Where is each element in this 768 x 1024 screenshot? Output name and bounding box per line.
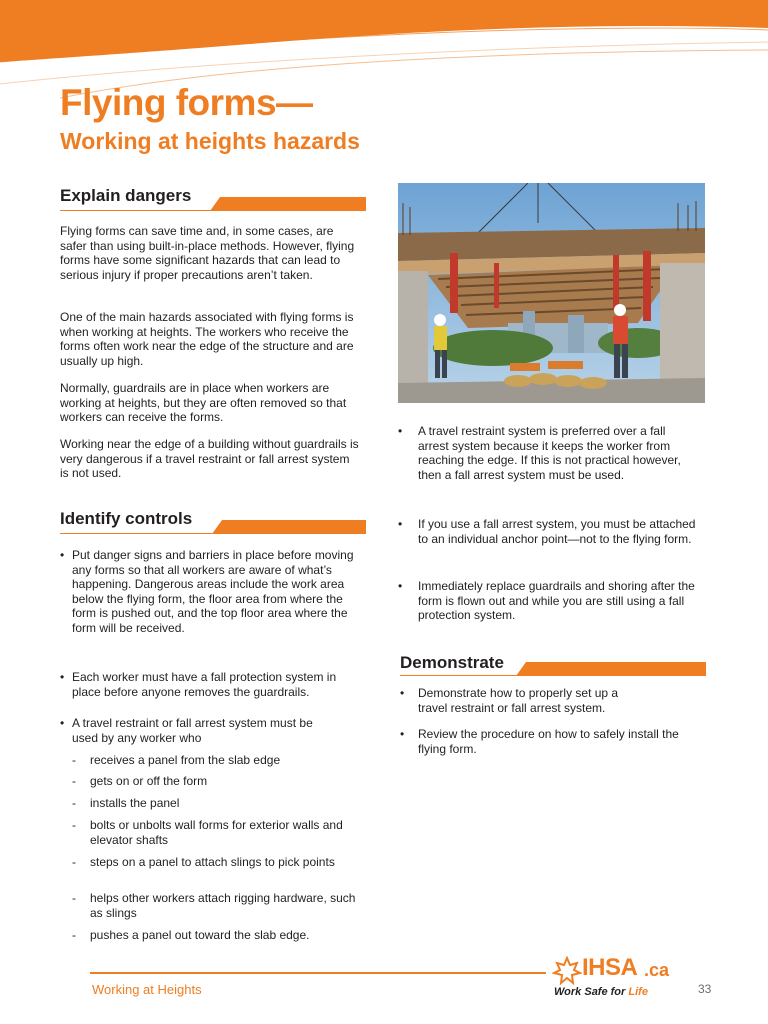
page-title: Flying forms—: [60, 82, 313, 123]
controls-subitem-text: steps on a panel to attach slings to pick points: [90, 855, 335, 869]
controls-bullet-text: Each worker must have a fall protection system in place before anyone removes the guardrails.: [72, 670, 337, 699]
explain-paragraph: Working near the edge of a building without guardrails is very dangerous if a travel restraint or fall arrest system is not used.: [60, 437, 359, 480]
controls-subitem-text: receives a panel from the slab edge: [90, 753, 281, 767]
bullet-mark: •: [60, 548, 65, 562]
dash-mark: -: [72, 855, 76, 869]
logo-suffix: .ca: [644, 960, 670, 980]
controls-subitem-text: pushes a panel out toward the slab edge.: [90, 928, 310, 942]
controls-bullet-text: A travel restraint or fall arrest system must be used by any worker who: [72, 716, 313, 745]
explain-paragraph: Normally, guardrails are in place when workers are working at heights, but they are often removed so that workers can receive the forms.: [60, 381, 347, 424]
bullet-mark: •: [60, 670, 65, 684]
controls-subitem: [72, 774, 362, 789]
right-bullet-text: Immediately replace guardrails and shoring after the form is flown out and while you are still using a fall protection system.: [418, 579, 695, 622]
dash-mark: -: [72, 796, 76, 810]
controls-subitem: [72, 855, 362, 870]
bullet-mark: •: [60, 716, 65, 730]
identify-controls-heading-block: [60, 509, 366, 535]
controls-bullet: [60, 548, 360, 635]
demonstrate-bullet-text: Review the procedure on how to safely install the flying form.: [418, 727, 679, 756]
footer-section-title: Working at Heights: [92, 982, 202, 997]
controls-bullet: [60, 716, 360, 745]
heading-rule: [60, 210, 366, 211]
bullet-mark: •: [398, 579, 403, 593]
right-bullet: [398, 424, 698, 482]
demonstrate-bullet: [400, 727, 700, 756]
bullet-mark: •: [400, 727, 405, 741]
footer-rule: [90, 972, 546, 974]
controls-subitem: [72, 796, 362, 811]
flying-form-photo: [398, 183, 705, 403]
controls-bullet-text: Put danger signs and barriers in place before moving any forms so that all workers are aware of what’s happening. Dangerous areas include the work area below the flying form, the floor area from where the form is pushed out, and the top floor area where the form will be received.: [72, 548, 354, 635]
heading-accent-bar: [516, 662, 706, 676]
identify-controls-heading: Identify controls: [60, 509, 193, 528]
demonstrate-heading-block: [400, 653, 706, 679]
controls-subitem: [72, 753, 362, 768]
controls-subitem-text: installs the panel: [90, 796, 180, 810]
dash-mark: -: [72, 891, 76, 905]
heading-accent-bar: [210, 197, 366, 211]
right-bullet: [398, 579, 698, 623]
explain-paragraph: Flying forms can save time and, in some cases, are safer than using built-in-place methods. However, flying forms have some significant hazards that can lead to serious injury if proper precautions aren’t taken.: [60, 224, 355, 282]
dash-mark: -: [72, 753, 76, 767]
ihsa-logo: [552, 954, 692, 1004]
demonstrate-heading: Demonstrate: [400, 653, 504, 672]
dash-mark: -: [72, 774, 76, 788]
logo-tagline-b: Life: [628, 986, 648, 998]
controls-subitem-text: bolts or unbolts wall forms for exterior walls and elevator shafts: [90, 818, 343, 847]
heading-accent-bar: [212, 520, 366, 534]
construction-site-image: [398, 183, 705, 403]
controls-subitem-text: gets on or off the form: [90, 774, 208, 788]
bullet-mark: •: [398, 517, 403, 531]
controls-subitem-text: helps other workers attach rigging hardware, such as slings: [90, 891, 356, 920]
bullet-mark: •: [400, 686, 405, 700]
logo-tagline: [554, 986, 648, 998]
page-subtitle: Working at heights hazards: [60, 128, 360, 154]
bullet-mark: •: [398, 424, 403, 438]
dash-mark: -: [72, 928, 76, 942]
right-bullet-text: A travel restraint system is preferred over a fall arrest system because it keeps the worker from reaching the edge. If this is not practical however, then a fall arrest system must be used.: [418, 424, 681, 482]
controls-subitem: [72, 818, 362, 847]
demonstrate-bullet: [400, 686, 700, 715]
logo-tagline-a: Work Safe for: [554, 986, 629, 998]
logo-wordmark: IHSA: [582, 954, 638, 981]
explain-dangers-heading-block: [60, 186, 366, 212]
controls-subitem: [72, 928, 362, 943]
right-bullet: [398, 517, 698, 546]
right-bullet-text: If you use a fall arrest system, you must be attached to an individual anchor point—not to the flying form.: [418, 517, 696, 546]
page-number: 33: [698, 982, 712, 996]
demonstrate-bullet-text: Demonstrate how to properly set up a travel restraint or fall arrest system.: [418, 686, 619, 715]
explain-paragraph: One of the main hazards associated with flying forms is when working at heights. The workers who receive the forms often work near the edge of the structure and are usually up high.: [60, 310, 354, 368]
controls-subitem: [72, 891, 362, 920]
dash-mark: -: [72, 818, 76, 832]
heading-rule: [60, 533, 366, 534]
ihsa-maple-icon: [552, 956, 582, 986]
explain-dangers-heading: Explain dangers: [60, 186, 192, 205]
controls-bullet: [60, 670, 360, 699]
heading-rule: [400, 675, 706, 676]
